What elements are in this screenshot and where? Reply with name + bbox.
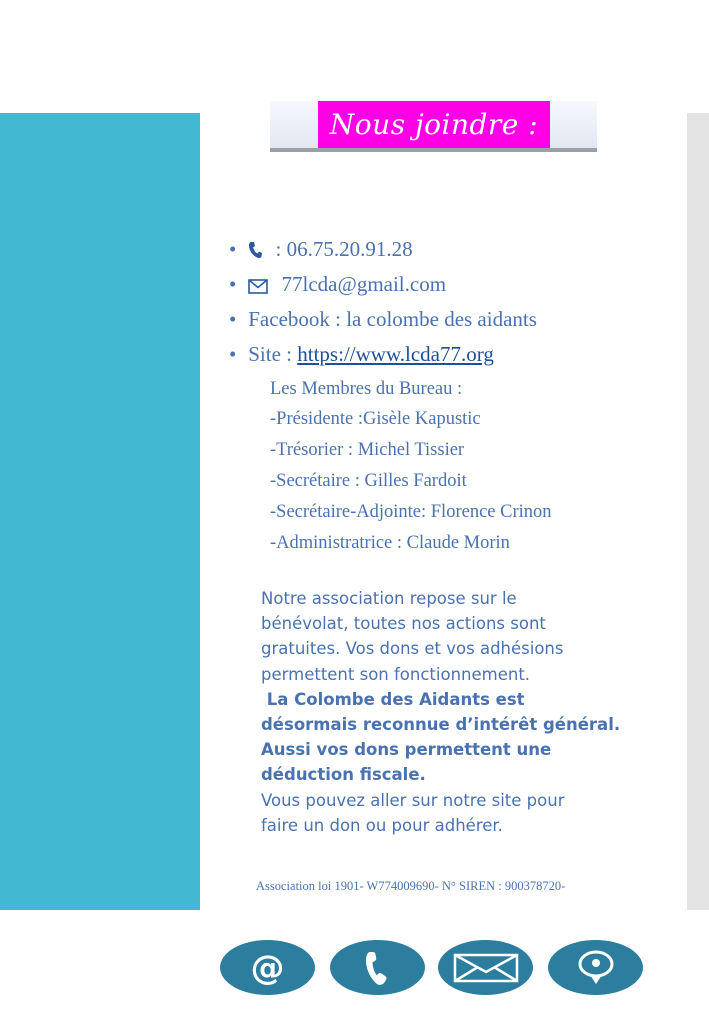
- location-button[interactable]: [548, 940, 643, 995]
- phone-icon: [365, 950, 391, 986]
- email-at-button[interactable]: [220, 940, 315, 995]
- member-assistant-secretary: -Secrétaire-Adjointe: Florence Crinon: [270, 502, 552, 522]
- bullet: •: [229, 272, 237, 296]
- phone-number: : 06.75.20.91.28: [275, 237, 413, 261]
- contact-email[interactable]: [229, 267, 669, 302]
- text-line: bénévolat, toutes nos actions sont: [261, 614, 546, 634]
- text-line: Vous pouvez aller sur notre site pour: [261, 790, 565, 810]
- phone-icon: [248, 235, 262, 270]
- text-line: permettent son fonctionnement.: [261, 664, 531, 684]
- association-paragraph: [261, 586, 671, 838]
- site-label: Site :: [248, 342, 298, 366]
- bullet: •: [229, 237, 237, 261]
- bold-text-line: Aussi vos dons permettent une: [261, 740, 552, 760]
- page-title: Nous joindre :: [318, 101, 550, 148]
- contact-list: [229, 232, 669, 372]
- facebook-text: Facebook : la colombe des aidants: [248, 307, 537, 331]
- legal-footer-note: Association loi 1901- W774009690- N° SIREN : 900378720-: [256, 879, 566, 893]
- bureau-members: [270, 374, 670, 559]
- teal-side-panel: [0, 113, 200, 910]
- bold-text-line: déduction fiscale.: [261, 765, 426, 785]
- text-line: gratuites. Vos dons et vos adhésions: [261, 639, 564, 659]
- text-line: Notre association repose sur le: [261, 589, 517, 608]
- members-heading: Les Membres du Bureau :: [270, 379, 463, 399]
- title-banner: [270, 101, 597, 152]
- member-administrator: -Administratrice : Claude Morin: [270, 533, 510, 553]
- mail-button[interactable]: [438, 940, 533, 995]
- email-address: 77lcda@gmail.com: [281, 272, 447, 296]
- envelope-icon: [248, 270, 268, 305]
- at-icon: @: [250, 947, 285, 988]
- bullet: •: [229, 307, 237, 331]
- contact-site: [229, 337, 669, 372]
- envelope-icon: [453, 953, 519, 983]
- location-pin-icon: [578, 950, 614, 986]
- member-president: -Présidente :Gisèle Kapustic: [270, 409, 481, 429]
- bold-text-line: désormais reconnue d’intérêt général.: [261, 715, 621, 735]
- gray-side-bar: [687, 113, 709, 910]
- member-treasurer: -Trésorier : Michel Tissier: [270, 440, 465, 460]
- text-line: faire un don ou pour adhérer.: [261, 815, 503, 835]
- bold-text-line: La Colombe des Aidants est: [261, 689, 525, 709]
- contact-phone[interactable]: [229, 232, 669, 267]
- member-secretary: -Secrétaire : Gilles Fardoit: [270, 471, 467, 491]
- contact-facebook[interactable]: [229, 302, 669, 337]
- phone-button[interactable]: [330, 940, 425, 995]
- bullet: •: [229, 342, 237, 366]
- site-link[interactable]: https://www.lcda77.org: [297, 342, 494, 366]
